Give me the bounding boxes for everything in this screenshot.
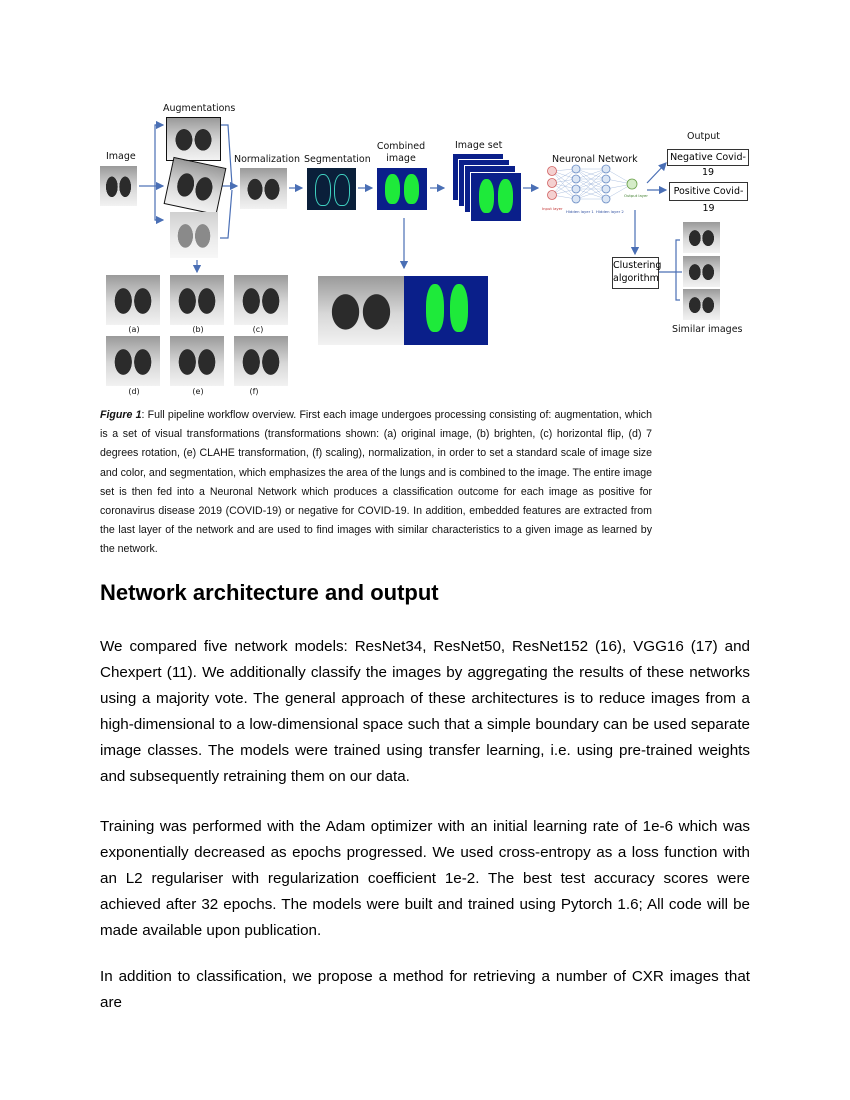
- label-image-set: Image set: [455, 140, 503, 151]
- sub-label-b: (b): [192, 325, 204, 334]
- sub-label-f: (f): [249, 387, 259, 396]
- augmentation-example-c: [234, 275, 288, 325]
- segmentation-image: [307, 168, 356, 210]
- positive-output-box: Positive Covid-19: [669, 182, 748, 201]
- clustering-algorithm-box: Clustering algorithm: [612, 257, 659, 289]
- section-heading: Network architecture and output: [100, 580, 439, 605]
- pipeline-figure: [0, 0, 850, 400]
- label-normalization: Normalization: [234, 154, 301, 165]
- image-set-layer-4: [470, 172, 522, 222]
- paragraph-1: We compared five network models: ResNet34, ResNet50, ResNet152 (16), VGG16 (17) and Chexpert (11). We additionally classify the images by aggregating the results of these networks using a majority vote. The general approach of these architectures is to reduce images from a high-dimensional to a low-dimensional space such that a simple boundary can be used separate image classes. The models were trained using transfer learning, i.e. using pre-trained weights and subsequently retraining them on our data.: [100, 638, 750, 785]
- augmentation-example-d: [106, 336, 160, 386]
- large-segmentation-view: [404, 276, 488, 345]
- label-image: Image: [106, 151, 136, 162]
- negative-output-box: Negative Covid-19: [667, 149, 749, 166]
- paragraph-2: Training was performed with the Adam optimizer with an initial learning rate of 1e-6 which was exponentially decreased as epochs progressed. We used cross-entropy as a loss function with an L2 regulariser with regularization coefficient 1e-2. The best test accuracy scores were achieved after 32 epochs. The models were built and trained using Pytorch 1.6; All code will be made available upon publication.: [100, 818, 750, 939]
- sub-label-c: (c): [252, 325, 264, 334]
- label-segmentation: Segmentation: [304, 154, 371, 165]
- neural-network-diagram: [540, 163, 648, 215]
- nn-hidden-layer-1-label: Hidden layer 1: [566, 209, 594, 214]
- nn-output-layer-label: Output layer: [624, 193, 648, 198]
- combined-image: [377, 168, 427, 210]
- paragraph-3: In addition to classification, we propose a method for retrieving a number of CXR images that are: [100, 968, 750, 1011]
- augmentation-example-a: [106, 275, 160, 325]
- augmentation-example-e: [170, 336, 224, 386]
- large-xray-view: [318, 276, 404, 345]
- sub-label-a: (a): [128, 325, 140, 334]
- sub-label-e: (e): [192, 387, 204, 396]
- nn-input-layer-label: Input layer: [542, 206, 563, 211]
- augmentation-example-b: [170, 275, 224, 325]
- label-output: Output: [687, 131, 720, 142]
- figure-caption: [100, 406, 652, 560]
- label-neuronal-network: Neuronal Network: [552, 154, 638, 165]
- similar-image-2: [683, 256, 720, 287]
- augmented-xray-1: [166, 117, 221, 161]
- figure-caption-label: Figure 1: [100, 409, 142, 421]
- label-augmentations: Augmentations: [163, 103, 236, 114]
- figure-caption-text: : Full pipeline workflow overview. First each image undergoes processing consisting of: augmentation, which is a set of visual transformations (transformations shown: (a) original image, (b) brighten, (c) horizontal flip, (d) 7 degrees rotation, (e) CLAHE transformation, (f) scaling), normalization, in order to set a standard scale of image size and color, and segmentation, which emphasizes the area of the lungs and is combined to the image. The entire image set is then fed into a Neuronal Network which produces a classification outcome for each image as positive for coronavirus disease 2019 (COVID-19) or negative for COVID-19. In addition, embedded features are extracted from the last layer of the network and are used to find images with similar characteristics to a given image as learned by the network.: [100, 409, 652, 556]
- label-similar-images: Similar images: [672, 324, 743, 335]
- similar-image-3: [683, 289, 720, 320]
- normalized-xray: [240, 168, 287, 209]
- label-combined-image: Combined image: [376, 141, 426, 164]
- augmented-xray-3: [170, 212, 218, 258]
- sub-label-d: (d): [128, 387, 140, 396]
- nn-hidden-layer-2-label: Hidden layer 2: [596, 209, 624, 214]
- similar-image-1: [683, 222, 720, 253]
- augmentation-example-f: [234, 336, 288, 386]
- source-xray-image: [100, 166, 137, 206]
